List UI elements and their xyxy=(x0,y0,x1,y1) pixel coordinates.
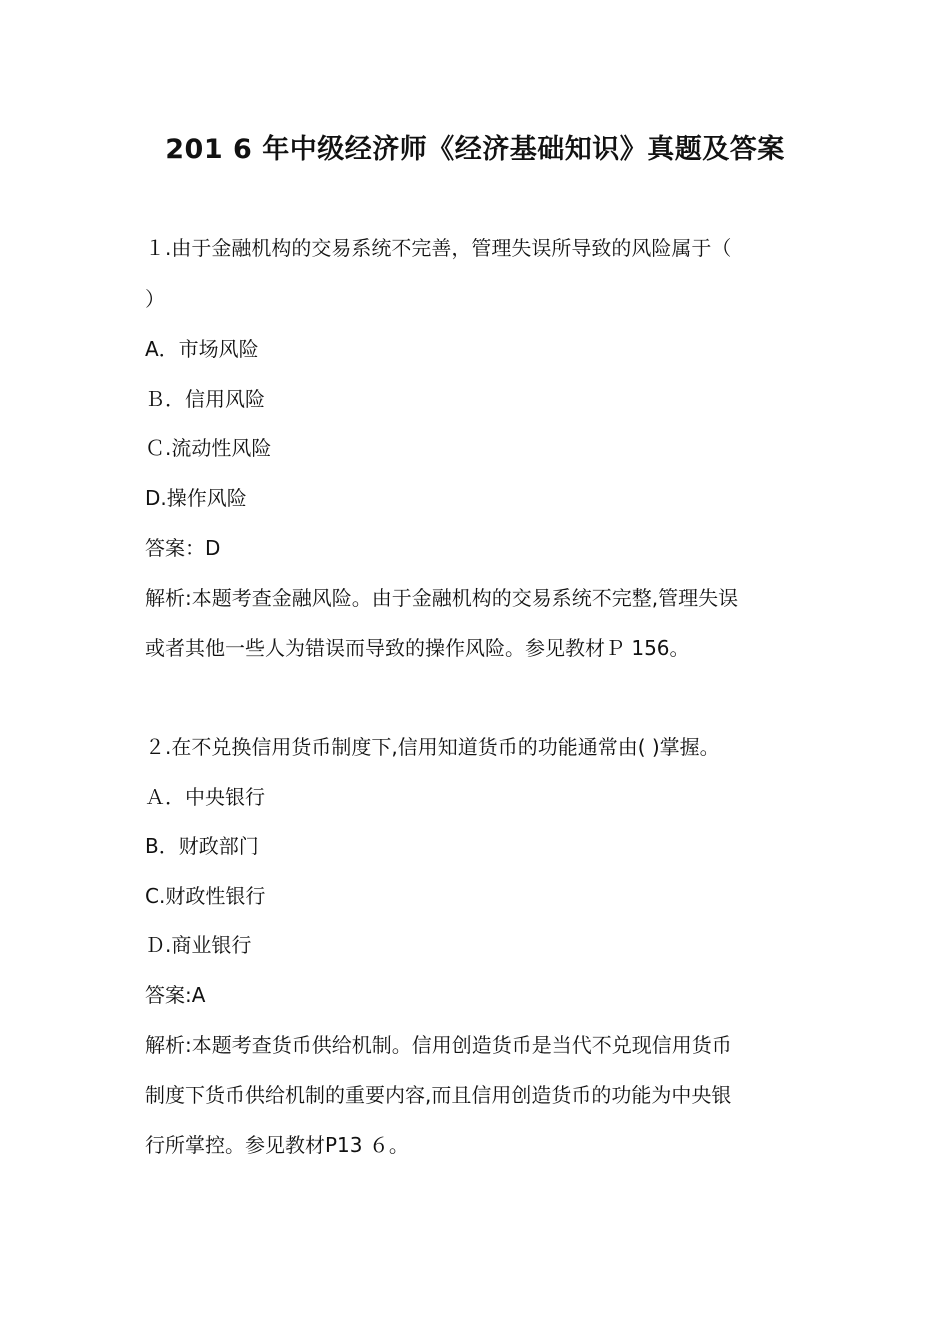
question-1-answer: 答案：D xyxy=(145,536,221,560)
question-2-option-d: Ｄ.商业银行 xyxy=(145,933,252,957)
question-2-explanation-line-3: 行所掌控。参见教材P13 ６。 xyxy=(145,1133,409,1157)
question-1-explanation-line-2: 或者其他一些人为错误而导致的操作风险。参见教材Ｐ 156。 xyxy=(145,636,690,660)
question-2-option-c: C.财政性银行 xyxy=(145,884,266,908)
question-1-stem-line-1: １.由于金融机构的交易系统不完善，管理失误所导致的风险属于（ xyxy=(145,236,732,260)
question-1-option-d: D.操作风险 xyxy=(145,486,247,510)
question-1-explanation-line-1: 解析:本题考查金融风险。由于金融机构的交易系统不完整,管理失误 xyxy=(145,586,739,610)
question-1-stem-line-2: ） xyxy=(145,287,165,311)
question-2-explanation-line-2: 制度下货币供给机制的重要内容,而且信用创造货币的功能为中央银 xyxy=(145,1083,732,1107)
document-title: 201 6 年中级经济师《经济基础知识》真题及答案 xyxy=(165,134,785,165)
question-2-explanation-line-1: 解析:本题考查货币供给机制。信用创造货币是当代不兑现信用货币 xyxy=(145,1033,732,1057)
question-2-option-b: B．财政部门 xyxy=(145,834,259,858)
question-1-option-a: A．市场风险 xyxy=(145,337,259,361)
question-2-option-a: Ａ．中央银行 xyxy=(145,785,265,809)
question-2-answer: 答案:A xyxy=(145,983,206,1007)
question-2-stem-line-1: ２.在不兑换信用货币制度下,信用知道货币的功能通常由( )掌握。 xyxy=(145,735,720,759)
question-1-option-b: Ｂ．信用风险 xyxy=(145,387,265,411)
question-1-option-c: Ｃ.流动性风险 xyxy=(145,436,272,460)
